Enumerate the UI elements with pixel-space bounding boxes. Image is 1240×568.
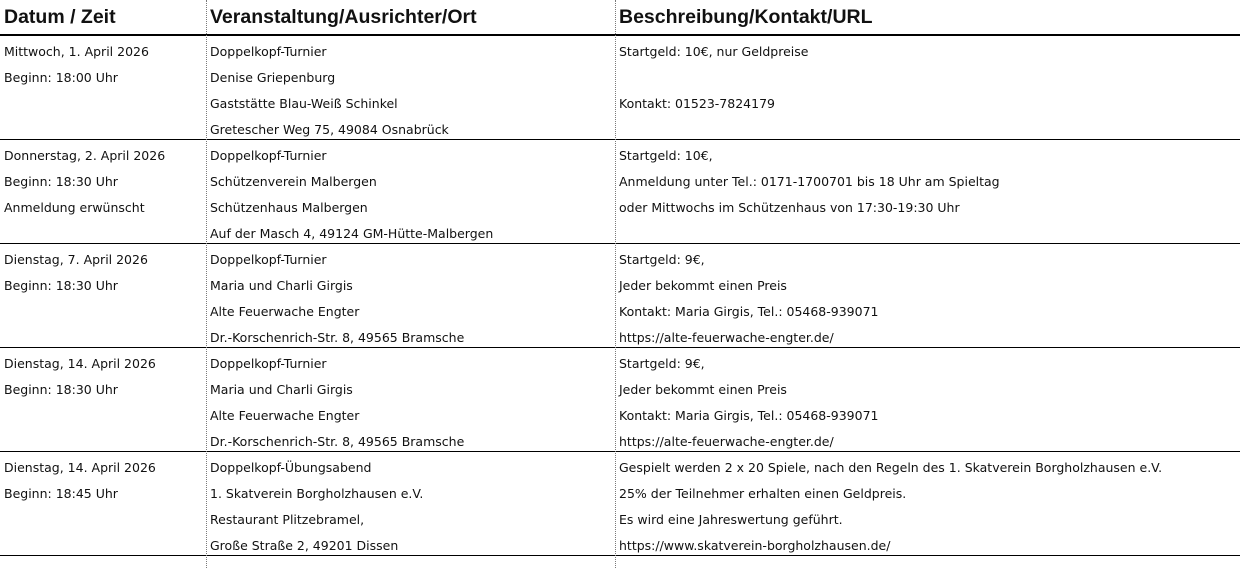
date-line: Anmeldung erwünscht [4,200,145,215]
table-row [0,36,1240,140]
event-line: Schützenverein Malbergen [210,174,377,189]
table-row [0,244,1240,348]
date-cell [0,244,206,348]
event-cell [206,348,615,452]
event-line: Gaststätte Blau-Weiß Schinkel [210,96,398,111]
column-divider [615,0,616,568]
description-cell [615,244,1240,348]
event-line: Schützenhaus Malbergen [210,200,368,215]
date-line: Beginn: 18:30 Uhr [4,278,118,293]
event-line: Große Straße 2, 49201 Dissen [210,538,399,553]
column-divider [206,0,207,568]
event-line: Doppelkopf-Turnier [210,356,327,371]
description-line: Jeder bekommt einen Preis [619,382,787,397]
description-line: Startgeld: 9€, [619,252,705,267]
date-line: Beginn: 18:30 Uhr [4,174,118,189]
description-line: Startgeld: 9€, [619,356,705,371]
event-line: Dr.-Korschenrich-Str. 8, 49565 Bramsche [210,330,465,345]
event-cell [206,452,615,556]
date-line: Donnerstag, 2. April 2026 [4,148,166,163]
description-line: 25% der Teilnehmer erhalten einen Geldpreis. [619,486,907,501]
description-line: Es wird eine Jahreswertung geführt. [619,512,843,527]
event-line: Alte Feuerwache Engter [210,304,360,319]
event-line: Doppelkopf-Turnier [210,44,327,59]
event-line: Maria und Charli Girgis [210,278,353,293]
event-line: Doppelkopf-Übungsabend [210,460,372,475]
event-line: Restaurant Plitzebramel, [210,512,365,527]
event-line: 1. Skatverein Borgholzhausen e.V. [210,486,424,501]
description-cell [615,452,1240,556]
event-cell [206,140,615,244]
date-cell [0,36,206,140]
date-line: Mittwoch, 1. April 2026 [4,44,149,59]
event-line: Maria und Charli Girgis [210,382,353,397]
date-cell [0,140,206,244]
description-line: Anmeldung unter Tel.: 0171-1700701 bis 18 Uhr am Spieltag [619,174,1000,189]
date-cell [0,348,206,452]
event-cell [206,36,615,140]
date-line: Dienstag, 7. April 2026 [4,252,148,267]
description-line: oder Mittwochs im Schützenhaus von 17:30-19:30 Uhr [619,200,960,215]
event-line: Doppelkopf-Turnier [210,148,327,163]
description-line: Startgeld: 10€, nur Geldpreise [619,44,809,59]
event-line: Doppelkopf-Turnier [210,252,327,267]
description-line: Gespielt werden 2 x 20 Spiele, nach den Regeln des 1. Skatverein Borgholzhausen e.V. [619,460,1163,475]
table-row [0,452,1240,556]
event-line: Alte Feuerwache Engter [210,408,360,423]
description-line: Kontakt: Maria Girgis, Tel.: 05468-939071 [619,408,879,423]
table-header [0,0,1240,36]
description-line: https://www.skatverein-borgholzhausen.de/ [619,538,891,553]
date-line: Beginn: 18:30 Uhr [4,382,118,397]
description-line: Kontakt: Maria Girgis, Tel.: 05468-939071 [619,304,879,319]
description-line: Startgeld: 10€, [619,148,713,163]
header-description: Beschreibung/Kontakt/URL [619,6,873,28]
description-line: Jeder bekommt einen Preis [619,278,787,293]
event-line: Dr.-Korschenrich-Str. 8, 49565 Bramsche [210,434,465,449]
date-line: Dienstag, 14. April 2026 [4,460,156,475]
description-line: https://alte-feuerwache-engter.de/ [619,434,834,449]
table-row [0,348,1240,452]
date-line: Beginn: 18:00 Uhr [4,70,118,85]
description-line: https://alte-feuerwache-engter.de/ [619,330,834,345]
date-line: Dienstag, 14. April 2026 [4,356,156,371]
event-line: Denise Griepenburg [210,70,336,85]
event-cell [206,244,615,348]
date-cell [0,452,206,556]
description-cell [615,348,1240,452]
description-line: Kontakt: 01523-7824179 [619,96,775,111]
date-line: Beginn: 18:45 Uhr [4,486,118,501]
header-event: Veranstaltung/Ausrichter/Ort [210,6,477,28]
event-line: Gretescher Weg 75, 49084 Osnabrück [210,122,449,137]
description-cell [615,140,1240,244]
description-cell [615,36,1240,140]
table-row [0,140,1240,244]
event-line: Auf der Masch 4, 49124 GM-Hütte-Malbergen [210,226,494,241]
header-date: Datum / Zeit [4,6,116,28]
